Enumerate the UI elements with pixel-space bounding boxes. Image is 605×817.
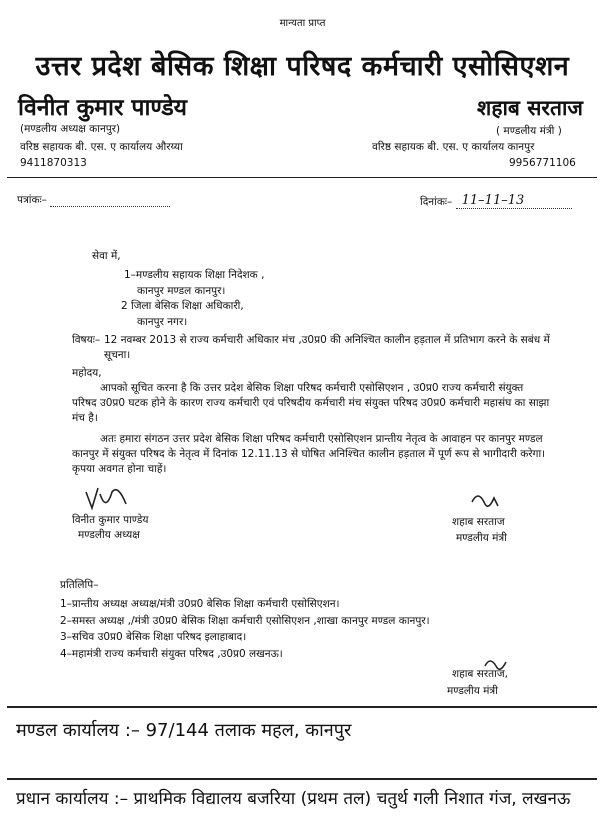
right-official-name: शहाब सरताज [477,96,583,120]
divisional-office: मण्डल कार्यालय :– 97/144 तलाक महल, कानपुर [16,720,352,741]
dinank-label: दिनांकः– [420,196,453,208]
right-official-phone: 9956771106 [509,157,576,169]
right-signatory-name: शहाब सरताज [452,516,505,528]
reference-date [420,193,572,209]
left-signatory-name: विनीत कुमार पाण्डेय [72,514,149,526]
organization-title: उत्तर प्रदेश बेसिक शिक्षा परिषद कर्मचारी एसोसिएशन [35,51,570,82]
recipient-2-line1: 2 जिला बेसिक शिक्षा अधिकारी, [121,300,244,312]
bottom-signatory-name: शहाब सरताज, [452,668,508,680]
copy-item: 1–प्रान्तीय अध्यक्ष अध्यक्ष/मंत्री उ0प्र0 बेसिक शिक्षा कर्मचारी एसोसिएशन। [60,598,340,610]
signature-scribble-icon [468,488,502,514]
right-signatory-role: मण्डलीय मंत्री [456,532,507,544]
left-official-name: विनीत कुमार पाण्डेय [18,95,187,121]
right-official-designation: वरिष्ठ सहायक बी. एस. ए कार्यालय कानपुर [372,141,535,153]
header-divider [7,177,597,178]
body-paragraph-2: अतः हमारा संगठन उत्तर प्रदेश बेसिक शिक्षा परिषद कर्मचारी एसोसिएशन प्रान्तीय नेतृत्व के आवाहन पर कानपुर मण्डल कानपुर में संयुक्त परिषद के नेतृत्व में दिनांक 12.11.13 से घोषित अनिश्चित कालीन हड़ताल में पूर्ण रूप से भागीदारी करेगा। कृपया अवगत होना चाहें। [72,433,546,475]
head-office: प्रधान कार्यालय :– प्राथमिक विद्यालय बजरिया (प्रथम तल) चतुर्थ गली निशात गंज, लखनऊ [16,789,571,809]
recognition-note: मान्यता प्राप्त [279,18,326,29]
left-official-designation: वरिष्ठ सहायक बी. एस. ए कार्यालय औरय्या [20,141,183,153]
left-official-role: (मण्डलीय अध्यक्ष कानपुर) [20,123,121,135]
patrank-blank [50,196,170,207]
reference-number [17,193,170,207]
bottom-signatory-role: मण्डलीय मंत्री [447,685,498,697]
recipient-2-line2: कानपुर नगर। [137,316,188,328]
footer-divider-top [7,706,597,708]
body-paragraph-1: आपको सूचित करना है कि उत्तर प्रदेश बेसिक शिक्षा परिषद कर्मचारी एसोसिएशन , उ0प्र0 राज्य कर्मचारी संयुक्त परिषद उ0प्र0 घटक होने के कारण राज्य कर्मचारी एवं परिषदीय कर्मचारी मंच संयुक्त परिषद उ0प्र0 कर्मचारी महासंघ का साझा मंच है। [72,382,550,424]
copies-label: प्रतिलिपि– [60,579,99,591]
recipient-1-line1: 1–मण्डलीय सहायक शिक्षा निदेशक , [124,269,265,281]
recipient-1-line2: कानपुर मण्डल कानपुर। [137,285,226,297]
patrank-label: पत्रांकः– [17,194,47,206]
salutation: महोदय, [72,367,102,379]
left-signatory-role: मण्डलीय अध्यक्ष [78,529,140,541]
date-value: 11–11–13 [456,193,572,209]
left-official-phone: 9411870313 [20,157,87,169]
subject-text: 12 नवम्बर 2013 से राज्य कर्मचारी अधिकार मंच ,उ0प्र0 की अनिश्चित कालीन हड़ताल में प्रतिभाग करने के सबंध में सूचना। [104,334,550,361]
copy-item: 2–समस्त अध्यक्ष ,/मंत्री उ0प्र0 बेसिक शिक्षा कर्मचारी एसोसिएशन ,शाखा कानपुर मण्डल कानपुर। [60,615,430,627]
copy-item: 4–महामंत्री राज्य कर्मचारी संयुक्त परिषद ,उ0प्र0 लखनऊ। [60,648,283,660]
subject-label: विषयः– [72,334,101,346]
footer-divider-bottom [7,778,597,780]
right-official-role: ( मण्डलीय मंत्री ) [496,125,562,137]
seva-mein: सेवा में, [92,250,121,262]
signature-scribble-icon [82,482,132,512]
copy-item: 3–सचिव उ0प्र0 बेसिक शिक्षा परिषद इलाहाबाद। [60,631,247,643]
